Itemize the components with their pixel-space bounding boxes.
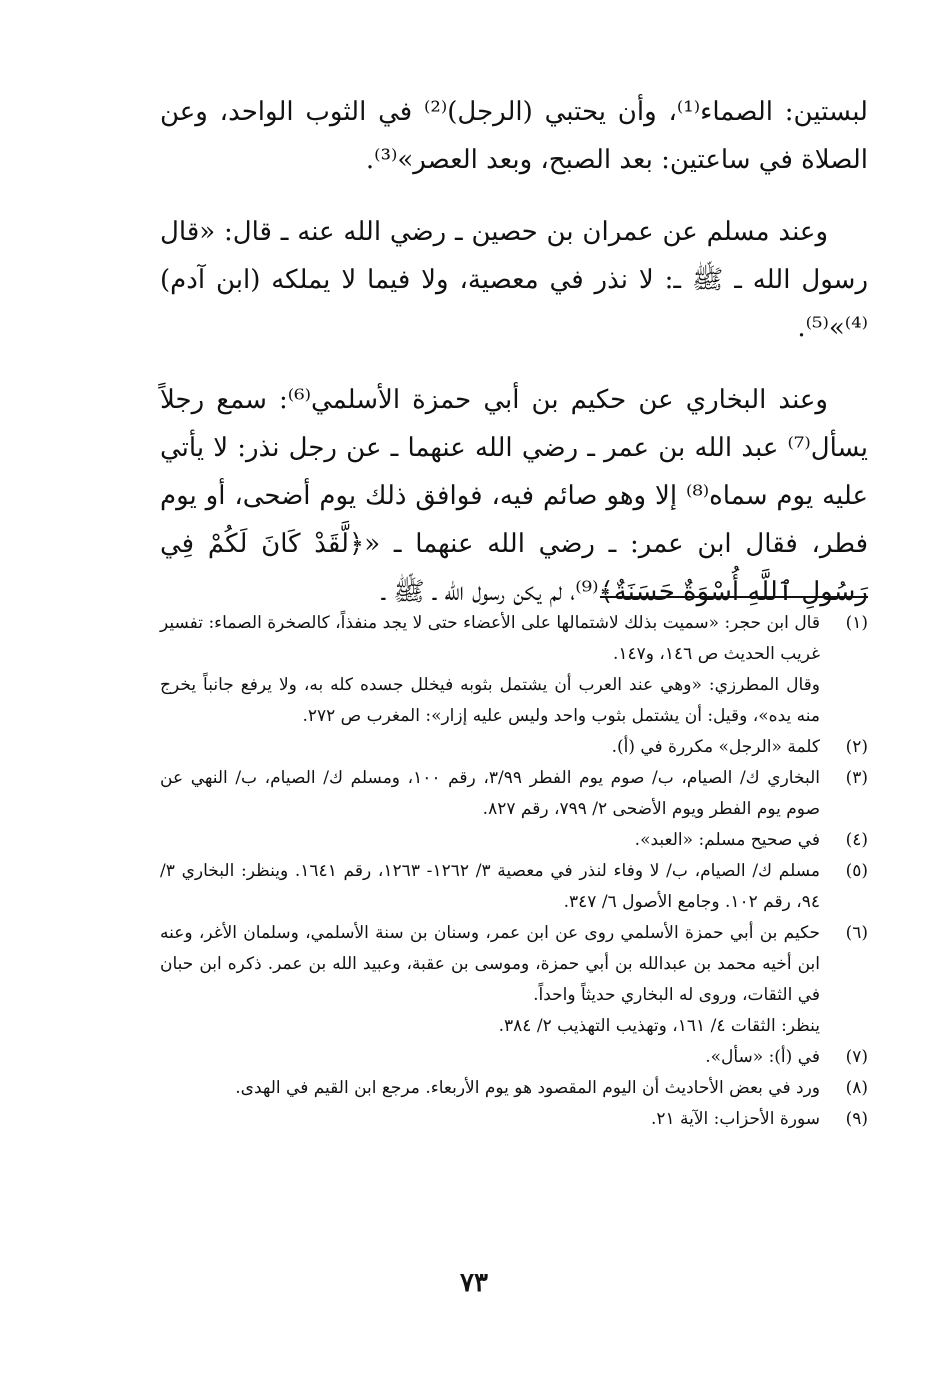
footnote-text: كلمة «الرجل» مكررة في (أ). bbox=[611, 737, 820, 757]
paragraph-3: وعند البخاري عن حكيم بن أبي حمزة الأسلمي⁽⁶⁾: سمع رجلاً يسأل⁽⁷⁾ عبد الله بن عمر ـ رضي الله عنهما ـ عن رجل نذر: لا يأتي عليه يوم سماه⁽⁸⁾ إلا وهو صائم فيه، فوافق ذلك يوم أضحى، أو يوم فطر، فقال ابن عمر: ـ رضي الله عنهما ـ «﴿لَّقَدْ كَانَ لَكُمْ فِي رَسُولِ ٱللَّهِ أُسْوَةٌ حَسَنَةٌ﴾⁽⁹⁾، لم يكن رسول الله ـ ﷺ ـ bbox=[160, 385, 868, 607]
footnote-text: في صحيح مسلم: «العبد». bbox=[634, 830, 820, 850]
footnote-number: (٧) bbox=[845, 1047, 868, 1067]
page-number: ٧٣ bbox=[460, 1268, 488, 1298]
footnote-number: (٩) bbox=[845, 1109, 868, 1129]
footnote-number: (٥) bbox=[845, 861, 868, 881]
footnote-number: (٣) bbox=[845, 768, 868, 788]
footnote bbox=[160, 1104, 868, 1135]
footnote bbox=[160, 1042, 868, 1073]
footnote-separator bbox=[600, 596, 868, 598]
footnote-text: ينظر: الثقات ٤/ ١٦١، وتهذيب التهذيب ٢/ ٣٨٤. bbox=[498, 1016, 820, 1036]
footnote-text: مسلم ك/ الصيام، ب/ لا وفاء لنذر في معصية ٣/ ١٢٦٢- ١٢٦٣، رقم ١٦٤١. وينظر: البخاري ٣/ ٩٤، رقم ١٠٢. وجامع الأصول ٦/ ٣٤٧. bbox=[160, 861, 820, 912]
footnote-text: البخاري ك/ الصيام، ب/ صوم يوم الفطر ٣/٩٩، رقم ١٠٠، ومسلم ك/ الصيام، ب/ النهي عن صوم يوم الفطر ويوم الأضحى ٢/ ٧٩٩، رقم ٨٢٧. bbox=[160, 768, 820, 819]
footnote-number: (٢) bbox=[845, 737, 868, 757]
footnotes bbox=[160, 608, 868, 1135]
footnote-number: (٦) bbox=[845, 923, 868, 943]
footnote bbox=[160, 763, 868, 825]
footnote-text: قال ابن حجر: «سميت بذلك لاشتمالها على الأعضاء حتى لا يجد منفذاً، كالصخرة الصماء: تفسير غريب الحديث ص ١٤٦، و١٤٧. bbox=[160, 613, 820, 664]
footnote-text: ورد في بعض الأحاديث أن اليوم المقصود هو يوم الأربعاء. مرجع ابن القيم في الهدى. bbox=[235, 1078, 820, 1098]
paragraph-2: وعند مسلم عن عمران بن حصين ـ رضي الله عنه ـ قال: «قال رسول الله ـ ﷺ ـ: لا نذر في معصية، ولا فيما لا يملكه (ابن آدم)⁽⁴⁾»⁽⁵⁾. bbox=[160, 217, 868, 343]
footnote bbox=[160, 856, 868, 918]
footnote bbox=[160, 732, 868, 763]
footnote-text: حكيم بن أبي حمزة الأسلمي روى عن ابن عمر، وسنان بن سنة الأسلمي، وسلمان الأغر، وعنه ابن أخيه محمد بن عبدالله بن أبي حمزة، وموسى بن عقبة، وعبيد الله بن عمر. ذكره ابن حبان في الثقات، وروى له البخاري حديثاً واحداً. bbox=[160, 923, 820, 1005]
footnote bbox=[160, 1073, 868, 1104]
footnote-text: وقال المطرزي: «وهي عند العرب أن يشتمل بثوبه فيخلل جسده كله به، ولا يرفع جانباً يخرج منه يده»، وقيل: أن يشتمل بثوب واحد وليس عليه إزار»: المغرب ص ٢٧٢. bbox=[160, 675, 820, 726]
paragraph-1: لبستين: الصماء⁽¹⁾، وأن يحتبي (الرجل)⁽²⁾ في الثوب الواحد، وعن الصلاة في ساعتين: بعد الصبح، وبعد العصر»⁽³⁾. bbox=[160, 97, 868, 175]
main-text bbox=[160, 88, 868, 640]
footnote bbox=[160, 918, 868, 1042]
footnote-number: (٨) bbox=[845, 1078, 868, 1098]
footnote bbox=[160, 825, 868, 856]
footnote bbox=[160, 608, 868, 732]
footnote-number: (٤) bbox=[845, 830, 868, 850]
footnote-text: سورة الأحزاب: الآية ٢١. bbox=[650, 1109, 820, 1129]
footnote-number: (١) bbox=[845, 613, 868, 633]
footnote-text: في (أ): «سأل». bbox=[705, 1047, 820, 1067]
